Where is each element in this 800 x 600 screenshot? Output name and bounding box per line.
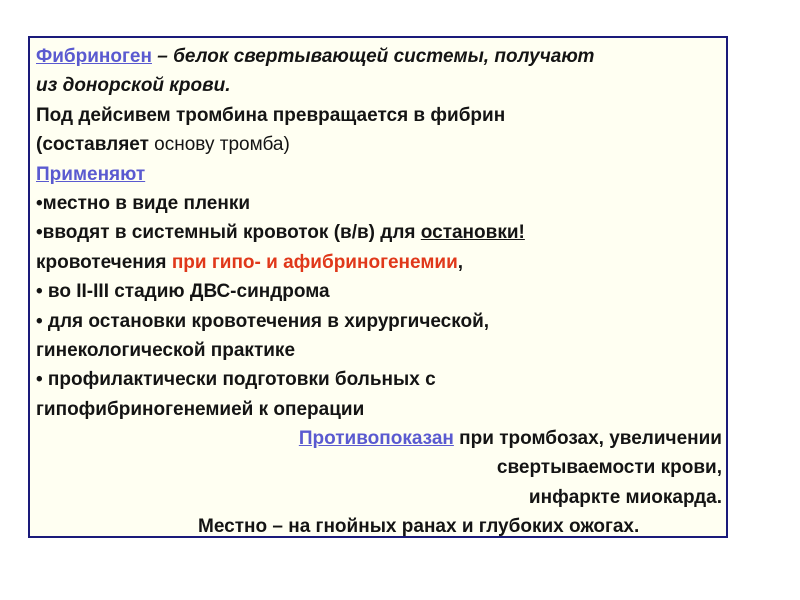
bullet-surgical: • для остановки кровотечения в хирургической, <box>36 310 490 332</box>
line-coagulability: свертываемости крови, <box>496 457 722 479</box>
bleeding-comma: , <box>457 251 464 273</box>
bullet-iv-text: •вводят в системный кровоток (в/в) для <box>36 222 421 244</box>
term-fibrinogen: Фибриноген <box>36 46 152 67</box>
line-thrombus-basis <box>36 130 724 159</box>
apply-heading: Применяют <box>36 163 146 185</box>
line-hypofibrinogenemia: гипофибриногенемией к операции <box>36 398 365 420</box>
line-contraindicated <box>36 424 724 453</box>
bleeding-text: кровотечения <box>36 251 172 273</box>
contra-term: Противопоказан <box>298 428 454 450</box>
line-source: из донорской крови. <box>36 75 231 97</box>
apply-heading-line <box>36 160 724 189</box>
bullet-iv-underlined: остановки! <box>420 222 525 244</box>
line-thrombin: Под дейсивем тромбина превращается в фибрин <box>36 104 506 126</box>
line-local-use: Местно – на гнойных ранах и глубоких ожогах. <box>198 516 640 538</box>
bullet-local-film: •местно в виде пленки <box>36 192 251 214</box>
basis-normal: основу тромба) <box>148 134 290 156</box>
basis-bold: (составляет <box>36 134 149 156</box>
bullet-prophylactic: • профилактически подготовки больных с <box>36 369 436 391</box>
bullet-iv <box>36 218 724 247</box>
bullet-dic: • во II-III стадию ДВС-синдрома <box>36 281 330 303</box>
line-myocardial: инфаркте миокарда. <box>528 486 722 508</box>
definition-text: – белок свертывающей системы, получают <box>151 46 595 67</box>
line-fibrinogen <box>36 42 724 71</box>
slide-frame <box>28 36 728 538</box>
line-bleeding <box>36 248 724 277</box>
text-block <box>36 42 724 542</box>
hypo-afibrinogenemia: при гипо- и афибриногенемии <box>171 251 458 273</box>
contra-text: при тромбозах, увеличении <box>453 428 722 450</box>
line-gynecological: гинекологической практике <box>36 339 296 361</box>
